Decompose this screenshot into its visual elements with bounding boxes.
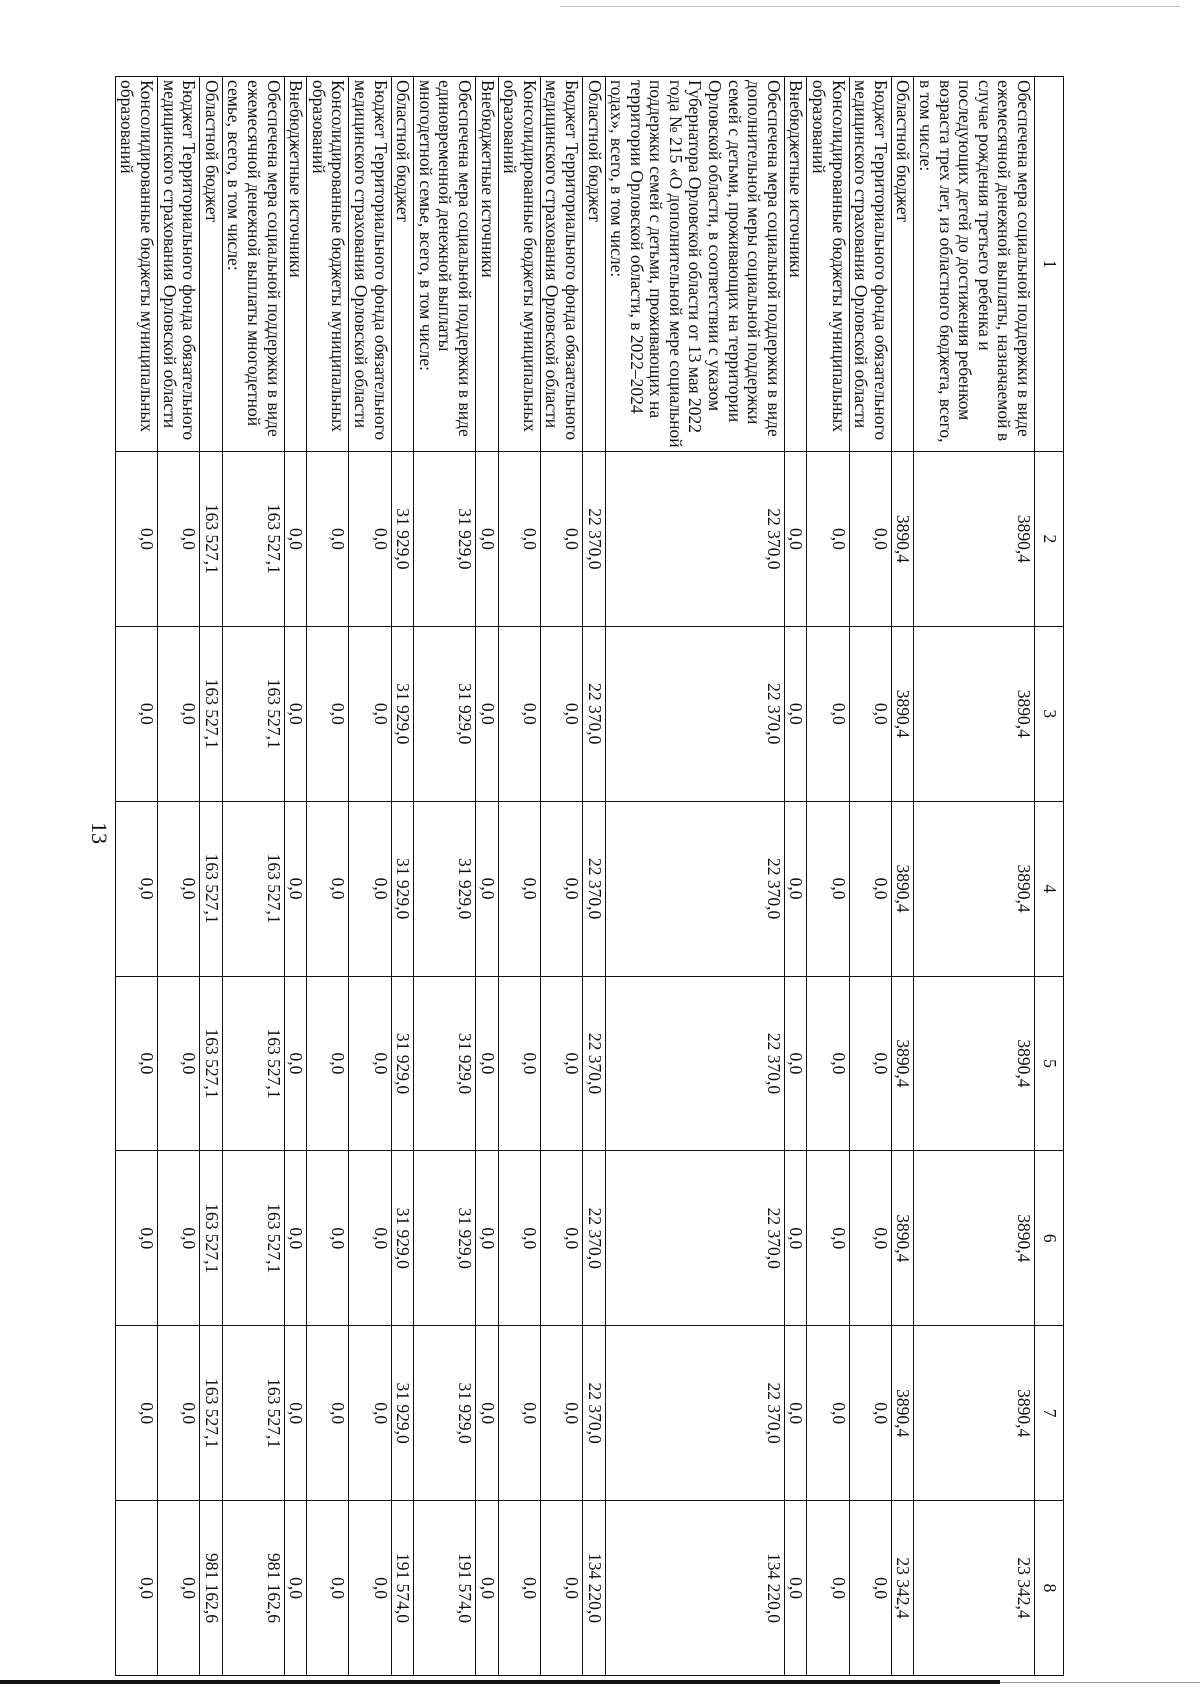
value-cell: 31 929,0: [414, 801, 476, 976]
header-row: [1035, 77, 1064, 1676]
value-cell: 0,0: [540, 452, 582, 627]
value-cell: 981 162,6: [222, 1501, 284, 1676]
value-cell: 0,0: [284, 976, 307, 1151]
value-cell: 163 527,1: [200, 801, 223, 976]
value-cell: 31 929,0: [414, 626, 476, 801]
column-header-1: 1: [1035, 77, 1064, 452]
table-row: [891, 77, 914, 1676]
value-cell: 0,0: [807, 452, 849, 627]
value-cell: 0,0: [784, 1151, 807, 1326]
value-cell: 0,0: [158, 801, 200, 976]
value-cell: 0,0: [849, 452, 891, 627]
table-row: [349, 77, 391, 1676]
value-cell: 0,0: [307, 976, 349, 1151]
row-label: Обеспечена мера социальной поддержки в виде ежемесячной денежной выплаты, назначаемой в случае рождения третьего ребенка и последующих детей до достижения ребенком возраста трех лет, из областного бюджета, всего, в том числе:: [914, 77, 1035, 452]
value-cell: 0,0: [784, 1326, 807, 1501]
value-cell: 31 929,0: [391, 1151, 414, 1326]
table-row: [307, 77, 349, 1676]
value-cell: 163 527,1: [200, 976, 223, 1151]
row-label: Обеспечена мера социальной поддержки в виде единовременной денежной выплаты многодетной семье, всего, в том числе:: [414, 77, 476, 452]
value-cell: 31 929,0: [391, 626, 414, 801]
value-cell: 163 527,1: [222, 626, 284, 801]
table-row: [849, 77, 891, 1676]
row-label: Внебюджетные источники: [784, 77, 807, 452]
value-cell: 0,0: [307, 626, 349, 801]
table-row: [914, 77, 1035, 1676]
table-row: [582, 77, 605, 1676]
value-cell: 191 574,0: [391, 1501, 414, 1676]
value-cell: 0,0: [540, 626, 582, 801]
value-cell: 0,0: [807, 976, 849, 1151]
value-cell: 0,0: [498, 1151, 540, 1326]
value-cell: 0,0: [349, 626, 391, 801]
value-cell: 0,0: [784, 626, 807, 801]
value-cell: 0,0: [849, 1501, 891, 1676]
value-cell: 0,0: [115, 1151, 157, 1326]
row-label: Консолидированные бюджеты муниципальных образований: [807, 77, 849, 452]
value-cell: 0,0: [475, 976, 498, 1151]
row-label: Областной бюджет: [582, 77, 605, 452]
value-cell: 0,0: [307, 1501, 349, 1676]
column-header-7: 7: [1035, 1326, 1064, 1501]
value-cell: 0,0: [349, 801, 391, 976]
value-cell: 0,0: [158, 452, 200, 627]
value-cell: 3890,4: [914, 452, 1035, 627]
value-cell: 0,0: [349, 976, 391, 1151]
value-cell: 0,0: [498, 452, 540, 627]
value-cell: 0,0: [284, 452, 307, 627]
scan-bottom-edge-thin: [1000, 1682, 1200, 1683]
value-cell: 23 342,4: [914, 1501, 1035, 1676]
table-row: [200, 77, 223, 1676]
value-cell: 0,0: [475, 1151, 498, 1326]
value-cell: 0,0: [115, 626, 157, 801]
value-cell: 0,0: [158, 1151, 200, 1326]
value-cell: 163 527,1: [200, 1151, 223, 1326]
value-cell: 3890,4: [891, 1151, 914, 1326]
row-label: Обеспечена мера социальной поддержки в виде ежемесячной денежной выплаты многодетной семье, всего, в том числе:: [222, 77, 284, 452]
table-row: [391, 77, 414, 1676]
value-cell: 0,0: [158, 626, 200, 801]
table-row: [605, 77, 784, 1676]
value-cell: 22 370,0: [605, 1151, 784, 1326]
value-cell: 191 574,0: [414, 1501, 476, 1676]
value-cell: 22 370,0: [582, 1151, 605, 1326]
value-cell: 22 370,0: [605, 1326, 784, 1501]
value-cell: 0,0: [540, 1326, 582, 1501]
value-cell: 0,0: [349, 1326, 391, 1501]
row-label: Внебюджетные источники: [475, 77, 498, 452]
value-cell: 3890,4: [914, 801, 1035, 976]
column-header-8: 8: [1035, 1501, 1064, 1676]
value-cell: 0,0: [307, 452, 349, 627]
value-cell: 163 527,1: [200, 1326, 223, 1501]
value-cell: 22 370,0: [605, 976, 784, 1151]
value-cell: 22 370,0: [605, 452, 784, 627]
value-cell: 0,0: [284, 801, 307, 976]
value-cell: 0,0: [849, 1326, 891, 1501]
value-cell: 0,0: [498, 976, 540, 1151]
value-cell: 31 929,0: [391, 976, 414, 1151]
value-cell: 0,0: [849, 1151, 891, 1326]
table-row: [115, 77, 157, 1676]
value-cell: 31 929,0: [391, 801, 414, 976]
row-label: Бюджет Территориального фонда обязательного медицинского страхования Орловской области: [849, 77, 891, 452]
scan-top-rule: [560, 6, 1180, 7]
value-cell: 0,0: [849, 626, 891, 801]
value-cell: 0,0: [498, 1501, 540, 1676]
row-label: Бюджет Территориального фонда обязательного медицинского страхования Орловской области: [349, 77, 391, 452]
value-cell: 22 370,0: [605, 626, 784, 801]
value-cell: 163 527,1: [222, 801, 284, 976]
table-row: [784, 77, 807, 1676]
value-cell: 0,0: [807, 801, 849, 976]
table-row: [540, 77, 582, 1676]
row-label: Областной бюджет: [891, 77, 914, 452]
value-cell: 0,0: [349, 1151, 391, 1326]
table-row: [158, 77, 200, 1676]
column-header-3: 3: [1035, 626, 1064, 801]
value-cell: 0,0: [849, 801, 891, 976]
value-cell: 0,0: [807, 1326, 849, 1501]
value-cell: 0,0: [307, 801, 349, 976]
value-cell: 31 929,0: [414, 976, 476, 1151]
value-cell: 0,0: [540, 1501, 582, 1676]
value-cell: 0,0: [115, 801, 157, 976]
value-cell: 3890,4: [914, 976, 1035, 1151]
value-cell: 31 929,0: [414, 1151, 476, 1326]
value-cell: 163 527,1: [200, 452, 223, 627]
table-row: [807, 77, 849, 1676]
value-cell: 163 527,1: [222, 1326, 284, 1501]
value-cell: 0,0: [284, 1326, 307, 1501]
column-header-6: 6: [1035, 1151, 1064, 1326]
value-cell: 0,0: [115, 1501, 157, 1676]
value-cell: 0,0: [498, 1326, 540, 1501]
row-label: Обеспечена мера социальной поддержки в виде дополнительной меры социальной поддержки семей с детьми, проживающих на территории Орловской области, в соответствии с указом Губернатора Орловской области от 13 мая 2022 года № 215 «О дополнительной мере социальной поддержки семей с детьми, проживающих на территории Орловской области, в 2022–2024 годах», всего, в том числе:: [605, 77, 784, 452]
value-cell: 3890,4: [891, 1326, 914, 1501]
value-cell: 23 342,4: [891, 1501, 914, 1676]
value-cell: 0,0: [115, 452, 157, 627]
value-cell: 0,0: [784, 452, 807, 627]
value-cell: 0,0: [475, 1501, 498, 1676]
row-label: Внебюджетные источники: [284, 77, 307, 452]
value-cell: 0,0: [807, 1151, 849, 1326]
value-cell: 22 370,0: [582, 801, 605, 976]
row-label: Консолидированные бюджеты муниципальных образований: [498, 77, 540, 452]
value-cell: 0,0: [284, 1151, 307, 1326]
value-cell: 22 370,0: [582, 976, 605, 1151]
row-label: Бюджет Территориального фонда обязательного медицинского страхования Орловской области: [158, 77, 200, 452]
value-cell: 0,0: [540, 801, 582, 976]
value-cell: 0,0: [284, 1501, 307, 1676]
value-cell: 163 527,1: [222, 976, 284, 1151]
column-header-4: 4: [1035, 801, 1064, 976]
value-cell: 0,0: [540, 976, 582, 1151]
value-cell: 31 929,0: [391, 452, 414, 627]
row-label: Областной бюджет: [391, 77, 414, 452]
rotated-table-container: [117, 76, 1064, 1676]
row-label: Консолидированные бюджеты муниципальных образований: [115, 77, 157, 452]
value-cell: 163 527,1: [222, 1151, 284, 1326]
row-label: Консолидированные бюджеты муниципальных образований: [307, 77, 349, 452]
value-cell: 22 370,0: [582, 1326, 605, 1501]
column-header-2: 2: [1035, 452, 1064, 627]
value-cell: 0,0: [475, 626, 498, 801]
value-cell: 0,0: [284, 626, 307, 801]
value-cell: 0,0: [475, 1326, 498, 1501]
value-cell: 22 370,0: [582, 452, 605, 627]
value-cell: 0,0: [784, 1501, 807, 1676]
value-cell: 0,0: [115, 1326, 157, 1501]
value-cell: 0,0: [849, 976, 891, 1151]
value-cell: 0,0: [158, 1326, 200, 1501]
value-cell: 0,0: [784, 801, 807, 976]
value-cell: 0,0: [307, 1326, 349, 1501]
table-row: [475, 77, 498, 1676]
value-cell: 0,0: [784, 976, 807, 1151]
value-cell: 22 370,0: [582, 626, 605, 801]
value-cell: 0,0: [115, 976, 157, 1151]
value-cell: 0,0: [349, 452, 391, 627]
table-row: [414, 77, 476, 1676]
value-cell: 0,0: [158, 1501, 200, 1676]
scan-bottom-edge: [0, 1680, 1000, 1684]
value-cell: 3890,4: [891, 626, 914, 801]
page-number: 13: [87, 822, 112, 844]
value-cell: 3890,4: [891, 801, 914, 976]
value-cell: 31 929,0: [414, 1326, 476, 1501]
table-row: [284, 77, 307, 1676]
table-row: [498, 77, 540, 1676]
value-cell: 0,0: [307, 1151, 349, 1326]
value-cell: 0,0: [475, 452, 498, 627]
value-cell: 31 929,0: [414, 452, 476, 627]
value-cell: 3890,4: [891, 452, 914, 627]
value-cell: 163 527,1: [222, 452, 284, 627]
value-cell: 981 162,6: [200, 1501, 223, 1676]
row-label: Бюджет Территориального фонда обязательного медицинского страхования Орловской области: [540, 77, 582, 452]
column-header-5: 5: [1035, 976, 1064, 1151]
budget-table: [115, 76, 1064, 1676]
value-cell: 0,0: [540, 1151, 582, 1326]
value-cell: 3890,4: [891, 976, 914, 1151]
value-cell: 3890,4: [914, 626, 1035, 801]
value-cell: 0,0: [498, 801, 540, 976]
value-cell: 0,0: [498, 626, 540, 801]
row-label: Областной бюджет: [200, 77, 223, 452]
value-cell: 3890,4: [914, 1151, 1035, 1326]
value-cell: 163 527,1: [200, 626, 223, 801]
value-cell: 134 220,0: [605, 1501, 784, 1676]
value-cell: 0,0: [807, 1501, 849, 1676]
table-body: [115, 77, 1034, 1676]
value-cell: 0,0: [158, 976, 200, 1151]
value-cell: 3890,4: [914, 1326, 1035, 1501]
value-cell: 31 929,0: [391, 1326, 414, 1501]
value-cell: 0,0: [807, 626, 849, 801]
value-cell: 0,0: [475, 801, 498, 976]
value-cell: 22 370,0: [605, 801, 784, 976]
value-cell: 0,0: [349, 1501, 391, 1676]
value-cell: 134 220,0: [582, 1501, 605, 1676]
table-row: [222, 77, 284, 1676]
